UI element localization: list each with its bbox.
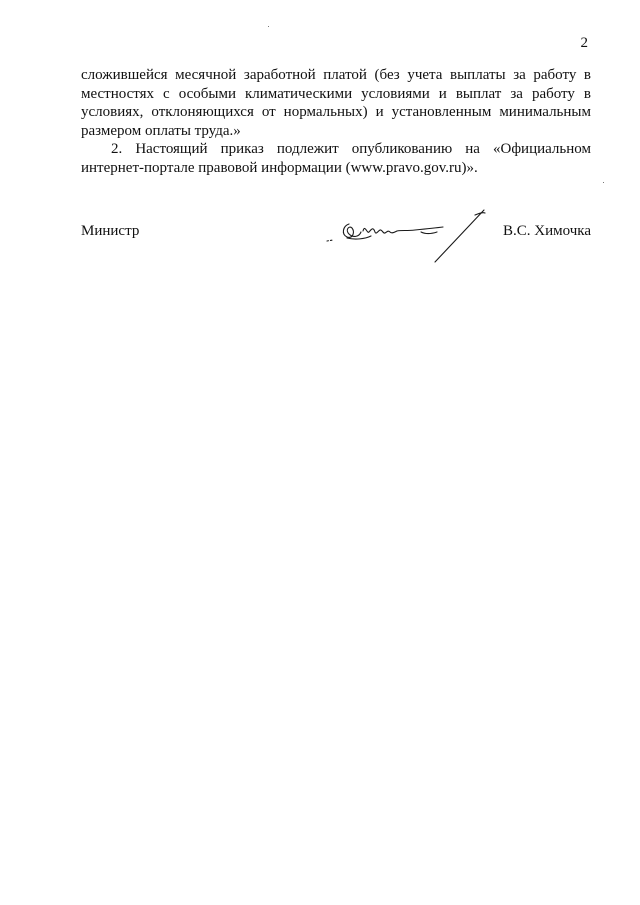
document-body — [81, 66, 591, 178]
scan-speck — [268, 26, 269, 27]
signer-name: В.С. Химочка — [503, 223, 591, 239]
page-number: 2 — [580, 35, 588, 51]
scan-speck — [603, 182, 604, 183]
signer-title: Министр — [81, 223, 140, 239]
paragraph-publication-clause: 2. Настоящий приказ подлежит опубликованию на «Официальном интернет-портале правовой информации (www.pravo.gov.ru)». — [81, 141, 591, 176]
handwritten-signature — [325, 204, 505, 264]
paragraph-continuation: сложившейся месячной заработной платой (без учета выплаты за работу в местностях с особыми климатическими условиями и выплат за работу в условиях, отклоняющихся от нормальных) и установленным минимальным размером оплаты труда.» — [81, 67, 591, 139]
signature-block — [81, 220, 591, 260]
